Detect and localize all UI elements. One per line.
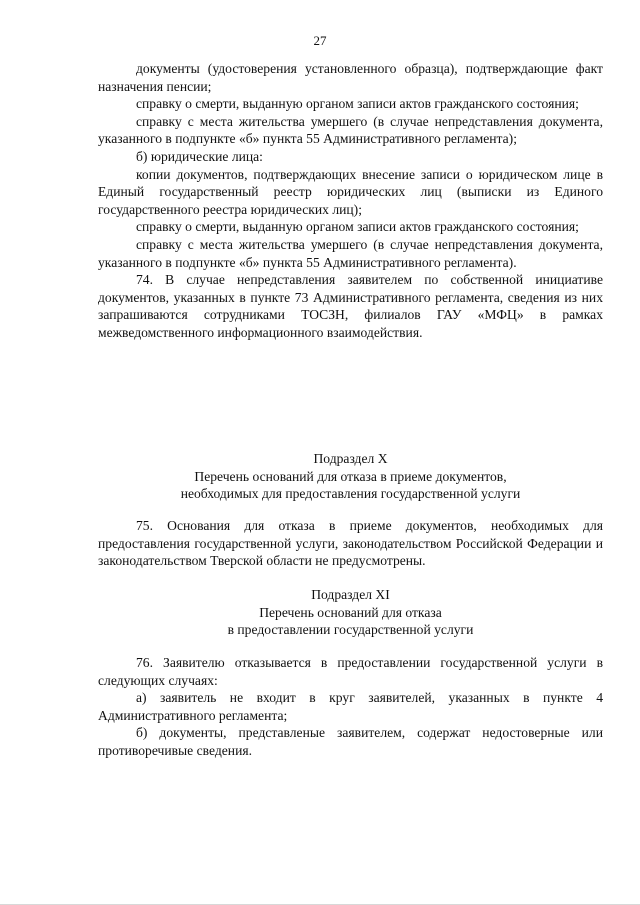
paragraph: справку о смерти, выданную органом записи актов гражданского состояния; (136, 219, 579, 235)
subsection-title-line: Перечень оснований для отказа (259, 604, 442, 620)
paragraph-76: 76. Заявителю отказывается в предоставлении государственной услуги в следующих случаях: (98, 655, 603, 688)
subsection-label: Подраздел X (313, 451, 388, 466)
subsection-title-line: Перечень оснований для отказа в приеме документов, (194, 468, 507, 484)
paragraph: б) документы, представленые заявителем, содержат недостоверные или противоречивые сведения. (98, 725, 603, 758)
subsection-xi-heading (98, 586, 603, 639)
subsection-title-line: необходимых для предоставления государственной услуги (180, 486, 521, 502)
documents-list-block (98, 60, 603, 342)
paragraph: справку с места жительства умершего (в случае непредставления документа, указанного в подпункте «б» пункта 55 Административного регламента); (98, 113, 603, 147)
paragraph-74: 74. В случае непредставления заявителем по собственной инициативе документов, указанных в пункте 73 Административного регламента, сведения из них запрашиваются сотрудниками ТОСЗН, филиалов ГАУ «МФЦ» в рамках межведомственного информационного взаимодействия. (98, 272, 603, 340)
paragraph: документы (удостоверения установленного образца), подтверждающие факт назначения пенсии; (98, 61, 603, 94)
paragraph-76-block (98, 654, 603, 760)
paragraph: справку с места жительства умершего (в случае непредставления документа, указанного в подпункте «б» пункта 55 Административного регламента). (98, 236, 603, 270)
page-number: 27 (313, 33, 327, 48)
paragraph: б) юридические лица: (136, 148, 263, 164)
paragraph: а) заявитель не входит в круг заявителей, указанных в пункте 4 Административного регламента; (98, 690, 603, 723)
subsection-title-line: в предоставлении государственной услуги (227, 622, 474, 638)
paragraph: копии документов, подтверждающих внесение записи о юридическом лице в Единый государственный реестр юридических лиц (выписки из Единого государственного реестра юридических лиц); (98, 166, 603, 217)
subsection-label: Подраздел XI (311, 587, 390, 602)
paragraph-75-block (98, 517, 603, 570)
subsection-x-heading (98, 450, 603, 503)
paragraph-75: 75. Основания для отказа в приеме документов, необходимых для предоставления государственной услуги, законодательством Российской Федерации и законодательством Тверской области не предусмотрены. (98, 518, 603, 569)
paragraph: справку о смерти, выданную органом записи актов гражданского состояния; (136, 96, 579, 112)
